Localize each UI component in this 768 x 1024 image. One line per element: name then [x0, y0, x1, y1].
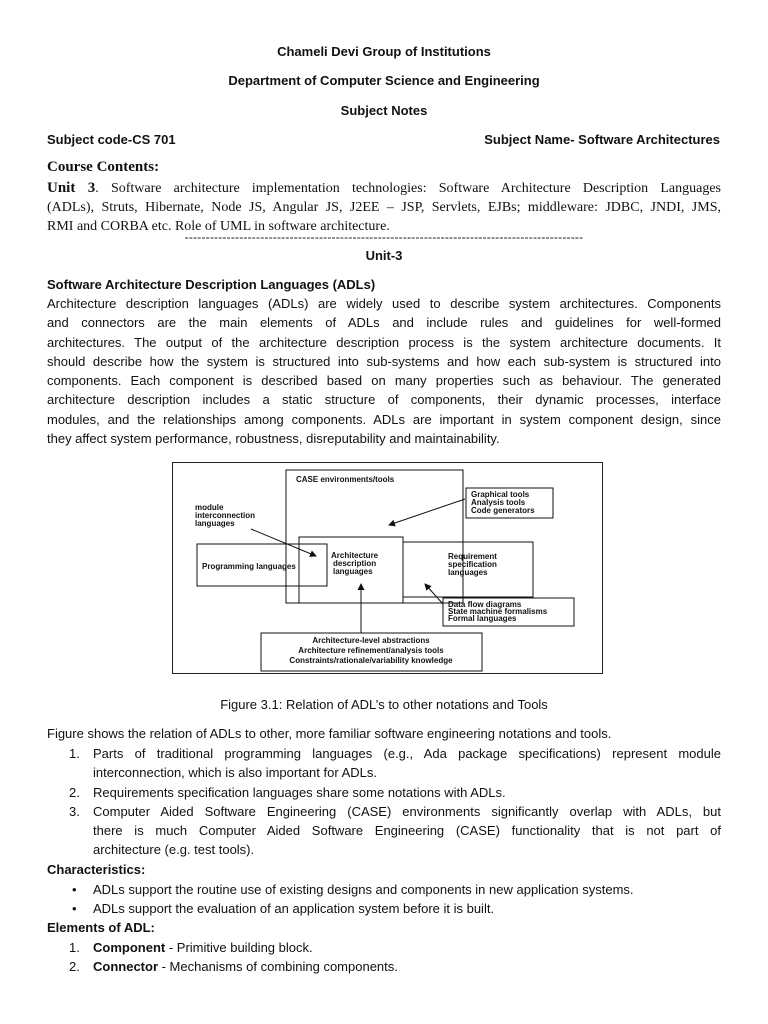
- intro-line: and connectors are the main elements of ADLs and include rules and guidelines for well-formed: [47, 315, 721, 331]
- intro-line: modules, and the relationships among components. ADLs are important in system component design, since: [47, 411, 721, 427]
- abstractions-label-1: Architecture-level abstractions: [312, 636, 430, 645]
- module-label-2: interconnection: [195, 511, 256, 520]
- list-line: Computer Aided Software Engineering (CASE) environments significantly overlap with ADLs, but: [93, 803, 721, 819]
- formal-languages-label: Formal languages: [448, 614, 517, 623]
- list-line: Parts of traditional programming languages (e.g., Ada package specifications) represent module: [93, 746, 721, 761]
- code-generators-label: Code generators: [471, 506, 535, 515]
- list-item: [47, 938, 721, 957]
- unit-line-1: Unit 3. Software architecture implementation technologies: Software Architecture Description Languages: [47, 180, 721, 196]
- list-text: ADLs support the evaluation of an application system before it is built.: [93, 901, 495, 917]
- intro-paragraph: [47, 294, 721, 448]
- intro-line: components. Each component is described based on many properties such as behaviour. The generated: [47, 373, 721, 389]
- list-line: architecture (e.g. test tools).: [93, 842, 255, 858]
- numbered-list: [47, 744, 721, 860]
- subject-name: Subject Name- Software Architectures: [484, 132, 720, 147]
- list-number: 2.: [69, 784, 80, 800]
- bullet-icon: •: [72, 882, 77, 897]
- list-item: [47, 899, 721, 918]
- institution-title: Chameli Devi Group of Institutions: [277, 44, 491, 59]
- module-label-3: languages: [195, 519, 235, 528]
- programming-languages-label: Programming languages: [202, 562, 296, 571]
- list-text: ADLs support the routine use of existing designs and components in new application systems.: [93, 882, 634, 897]
- intro-line: architecture description includes a static structure of components, their dynamic processes, interface: [47, 392, 721, 408]
- state-machine-label: State machine formalisms: [448, 607, 548, 616]
- adl-diagram: [173, 463, 604, 675]
- list-line: Requirements specification languages share some notations with ADLs.: [93, 784, 506, 800]
- subject-code: Subject code-CS 701: [47, 132, 176, 147]
- intro-line: they affect system performance, robustness, disreputability and maintainability.: [47, 431, 500, 447]
- requirement-label-1: Requirement: [448, 552, 497, 561]
- element-term: Connector: [93, 959, 158, 975]
- module-label-1: module: [195, 503, 224, 512]
- divider-line: -----------------------------------------------------------------------------------------------: [184, 230, 584, 244]
- requirement-label-2: specification: [448, 560, 497, 569]
- department-title: Department of Computer Science and Engineering: [228, 73, 540, 88]
- unit-line-2: (ADLs), Struts, Hibernate, Node JS, Angular JS, J2EE – JSP, Servlets, EJBs; middleware: JDBC, JNDI, JMS,: [47, 200, 721, 215]
- figure-intro: Figure shows the relation of ADLs to other, more familiar software engineering notations and tools.: [47, 726, 612, 741]
- element-term: Component: [93, 940, 166, 955]
- data-flow-label: Data flow diagrams: [448, 600, 522, 609]
- list-item: [47, 744, 721, 783]
- section-title: Software Architecture Description Languages (ADLs): [47, 277, 376, 292]
- element-desc: - Primitive building block.: [165, 940, 313, 955]
- list-number: 3.: [69, 803, 80, 819]
- intro-line: should describe how the system is structured into sub-systems and how each sub-system is structured into: [47, 353, 721, 369]
- list-item: [47, 802, 721, 860]
- case-tools-label: CASE environments/tools: [296, 475, 395, 484]
- figure-caption: Figure 3.1: Relation of ADL’s to other notations and Tools: [220, 697, 548, 712]
- arrow-dataflow-to-requirement: [425, 584, 443, 604]
- adl-label-1: Architecture: [331, 551, 379, 560]
- adl-label-3: languages: [333, 567, 373, 576]
- analysis-tools-label: Analysis tools: [471, 498, 526, 507]
- abstractions-label-3: Constraints/rationale/variability knowledge: [289, 656, 453, 665]
- list-line: there is much Computer Aided Software Engineering (CASE) functionality that is not part of: [93, 823, 721, 839]
- graphical-tools-label: Graphical tools: [471, 490, 530, 499]
- characteristics-heading: Characteristics:: [47, 862, 146, 877]
- adl-relation-figure: [172, 462, 603, 674]
- unit-description: [47, 179, 721, 236]
- list-line: interconnection, which is also important for ADLs.: [93, 765, 377, 781]
- list-item: [47, 957, 721, 976]
- element-desc: - Mechanisms of combining components.: [158, 959, 398, 975]
- list-number: 2.: [69, 959, 80, 975]
- arrow-tools-to-case: [389, 499, 465, 525]
- elements-list: [47, 938, 721, 977]
- elements-heading: Elements of ADL:: [47, 920, 155, 935]
- intro-line: architectures. The output of the architecture description process is the system architecture documents. It: [47, 334, 721, 350]
- abstractions-label-2: Architecture refinement/analysis tools: [298, 646, 444, 655]
- unit-label: Unit 3: [47, 180, 96, 196]
- bullet-icon: •: [72, 901, 77, 917]
- unit-title: Unit-3: [365, 248, 403, 263]
- list-item: [47, 783, 721, 802]
- notes-title: Subject Notes: [340, 103, 428, 118]
- list-number: 1.: [69, 940, 80, 955]
- characteristics-list: [47, 880, 721, 919]
- list-number: 1.: [69, 746, 80, 761]
- course-contents-heading: Course Contents:: [47, 159, 160, 175]
- intro-line: Architecture description languages (ADLs) are widely used to describe system architectures. Components: [47, 296, 721, 311]
- arrow-module-to-adl: [251, 529, 316, 556]
- adl-label-2: description: [333, 559, 377, 568]
- requirement-label-3: languages: [448, 568, 488, 577]
- list-item: [47, 880, 721, 899]
- unit-line-3: RMI and CORBA etc. Role of UML in software architecture.: [47, 219, 390, 234]
